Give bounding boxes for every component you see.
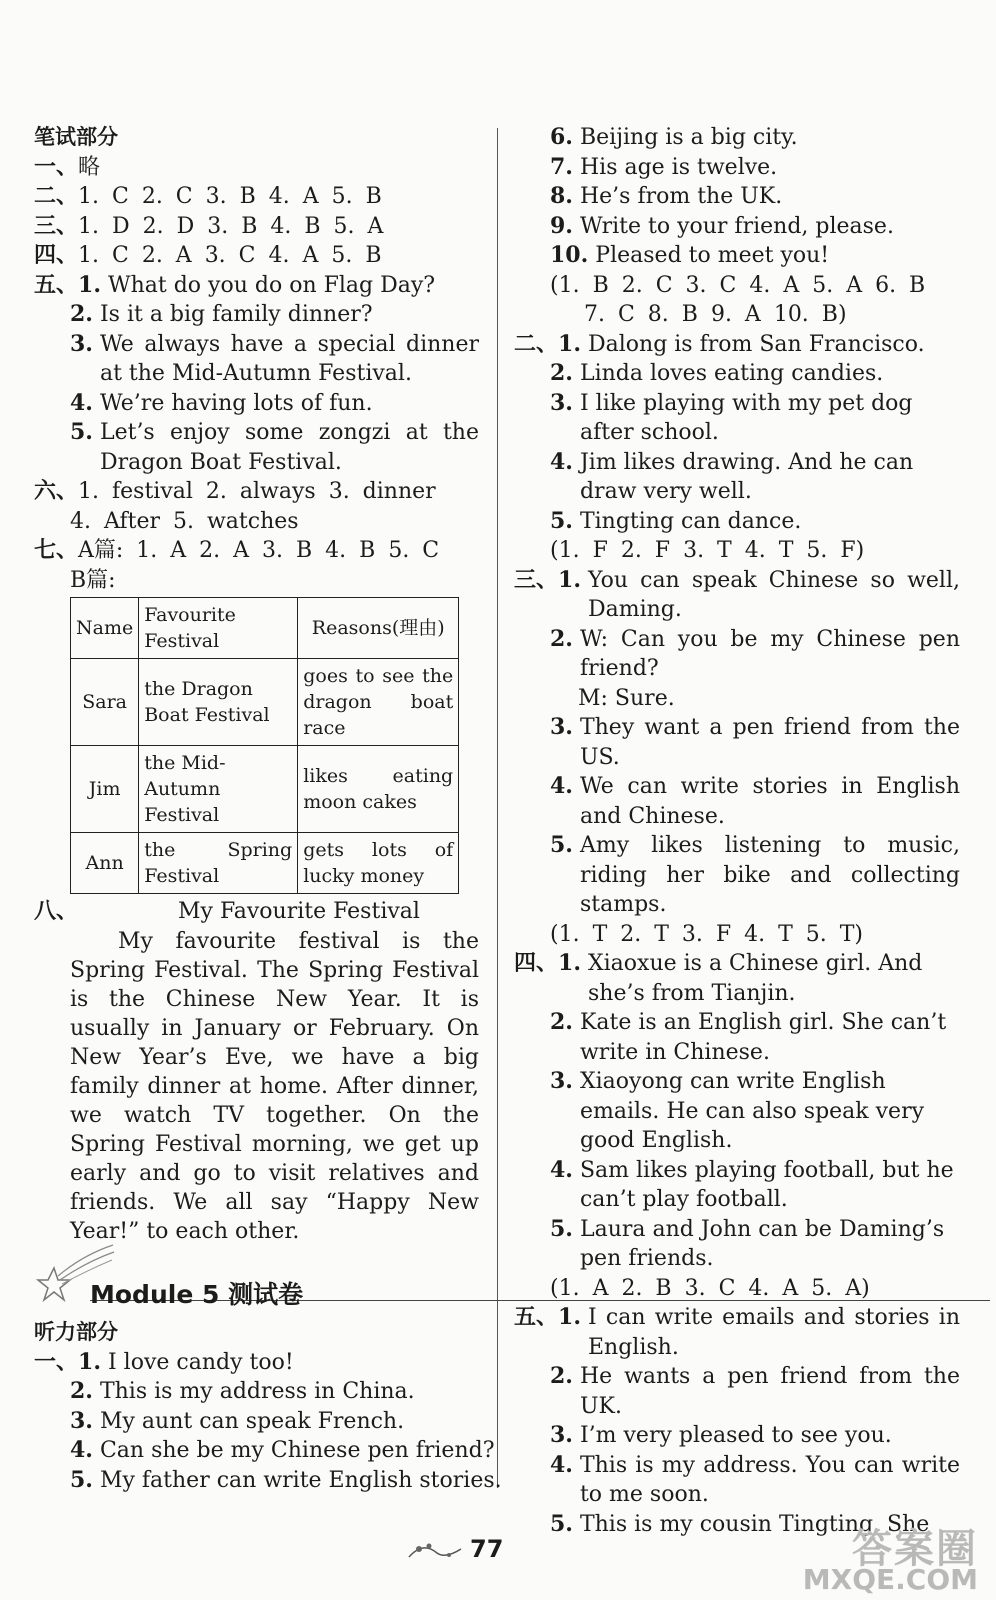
watermark-text: 答案圈 (852, 1526, 978, 1572)
table-cell: Favourite Festival (139, 598, 298, 659)
column-divider (497, 128, 498, 1488)
r2-item-2: 2. Linda loves eating candies. (550, 360, 884, 386)
r2-item-5: 5. Tingting can dance. (550, 507, 802, 534)
right-column (514, 123, 960, 1539)
section-5-item-4: 4. We’re having lots of fun. (70, 389, 373, 416)
table-cell: the Spring Festival (139, 833, 298, 894)
r3-answers: (1. T 2. T 3. F 4. T 5. T) (550, 921, 864, 947)
r5-item-2: 2. He wants a pen friend from the UK. (550, 1363, 960, 1419)
r2-item-4: 4. Jim likes drawing. And he can draw very well. (550, 448, 914, 504)
answer-line-4: 四、 1. C 2. A 3. C 4. A 5. B (34, 243, 382, 268)
r5-item-3: 3. I’m very pleased to see you. (550, 1422, 892, 1448)
table-cell: likes eating moon cakes (298, 746, 459, 833)
section-6-line-1: 六、 1. festival 2. always 3. dinner (34, 479, 436, 504)
answer-line-3: 三、 1. D 2. D 3. B 4. B 5. A (34, 213, 384, 239)
r5-item-5: 5. This is my cousin Tingting. She (550, 1510, 930, 1537)
table-cell: the Mid-Autumn Festival (139, 746, 298, 833)
table-cell: the Dragon Boat Festival (139, 659, 298, 746)
r1-item-6: 6. Beijing is a big city. (550, 124, 798, 150)
r5-item-1: 五、 1. I can write emails and stories in English. (514, 1304, 960, 1360)
table-row (71, 833, 459, 894)
r1-answers-2: 7. C 8. B 9. A 10. B) (584, 302, 847, 327)
r4-item-4: 4. Sam likes playing football, but he can’t play football. (550, 1156, 954, 1212)
section-7-part-b: B篇: (70, 567, 116, 593)
flower-ornament-icon (405, 1537, 465, 1565)
essay-paragraph: My favourite festival is the Spring Festival. The Spring Festival is the Chinese New Year. It is usually in January or February. On New Year’s Eve, we have a big family dinner at home. After dinner, we watch TV together. On the Spring Festival morning, we get up early and go to visit relatives and friends. We all say “Happy New Year!” to each other. (70, 928, 479, 1244)
r4-item-5: 5. Laura and John can be Daming’s pen friends. (550, 1215, 945, 1271)
essay-title-line: 八、 My Favourite Festival (34, 899, 420, 924)
r3-item-5: 5. Amy likes listening to music, riding her bike and collecting stamps. (550, 832, 960, 917)
watermark-url: MXQE.COM (802, 1562, 978, 1596)
table-row (71, 746, 459, 833)
table-cell: Ann (71, 833, 139, 894)
watermark-logo (802, 1526, 978, 1596)
listening-item-2: 2. This is my address in China. (70, 1378, 415, 1404)
module-title: Module 5 测试卷 (90, 1280, 304, 1309)
listening-item-3: 3. My aunt can speak French. (70, 1407, 405, 1434)
r3-item-1: 三、 1. You can speak Chinese so well, Daming. (514, 566, 960, 622)
r3-item-2-reply: M: Sure. (578, 685, 675, 711)
r1-item-9: 9. Write to your friend, please. (550, 212, 894, 239)
left-column (34, 123, 479, 1246)
r3-item-3: 3. They want a pen friend from the US. (550, 714, 960, 770)
r2-item-3: 3. I like playing with my pet dog after school. (550, 389, 913, 445)
table-cell: Reasons(理由) (298, 598, 459, 659)
table-cell: gets lots of lucky money (298, 833, 459, 894)
section-5-item-5: 5. Let’s enjoy some zongzi at the Dragon Boat Festival. (70, 419, 479, 475)
page-number: 77 (470, 1535, 504, 1563)
table-cell: Sara (71, 659, 139, 746)
listening-item-4: 4. Can she be my Chinese pen friend? (70, 1437, 495, 1463)
festival-table (70, 597, 459, 894)
r2-answers: (1. F 2. F 3. T 4. T 5. F) (550, 538, 865, 563)
answer-line-1: 一、 略 (34, 154, 101, 180)
listening-section (34, 1318, 502, 1495)
r4-answers: (1. A 2. B 3. C 4. A 5. A) (550, 1275, 870, 1301)
r2-item-1: 二、 1. Dalong is from San Francisco. (514, 330, 925, 357)
table-cell: Jim (71, 746, 139, 833)
listening-item-1: 一、 1. I love candy too! (34, 1348, 294, 1375)
r4-item-2: 2. Kate is an English girl. She can’t write in Chinese. (550, 1009, 947, 1065)
table-cell: goes to see the dragon boat race (298, 659, 459, 746)
table-header-row (71, 598, 459, 659)
section-5-item-1: 五、 1. What do you do on Flag Day? (34, 271, 436, 298)
table-cell: Name (71, 598, 139, 659)
section-7-part-a: 七、 A篇: 1. A 2. A 3. B 4. B 5. C (34, 538, 440, 563)
r4-item-1: 四、 1. Xiaoxue is a Chinese girl. And she’s from Tianjin. (514, 950, 923, 1006)
section-6-line-2: 4. After 5. watches (70, 508, 299, 534)
r3-item-2: 2. W: Can you be my Chinese pen friend? (550, 625, 960, 681)
listening-item-5: 5. My father can write English stories. (70, 1466, 502, 1493)
answer-line-2: 二、 1. C 2. C 3. B 4. A 5. B (34, 184, 382, 209)
r1-answers-1: (1. B 2. C 3. C 4. A 5. A 6. B (550, 272, 926, 298)
r1-item-8: 8. He’s from the UK. (550, 183, 783, 209)
section-5-item-3: 3. We always have a special dinner at the Mid-Autumn Festival. (70, 330, 479, 386)
section-header-written: 笔试部分 (34, 125, 118, 149)
r5-item-4: 4. This is my address. You can write to me soon. (550, 1451, 960, 1507)
r3-item-4: 4. We can write stories in English and Chinese. (550, 773, 960, 829)
section-5-item-2: 2. Is it a big family dinner? (70, 301, 373, 327)
r4-item-3: 3. Xiaoyong can write English emails. He can also speak very good English. (550, 1068, 925, 1153)
r1-item-7: 7. His age is twelve. (550, 153, 778, 180)
table-row (71, 659, 459, 746)
r1-item-10: 10. Pleased to meet you! (550, 242, 830, 268)
section-header-listening: 听力部分 (34, 1320, 118, 1344)
